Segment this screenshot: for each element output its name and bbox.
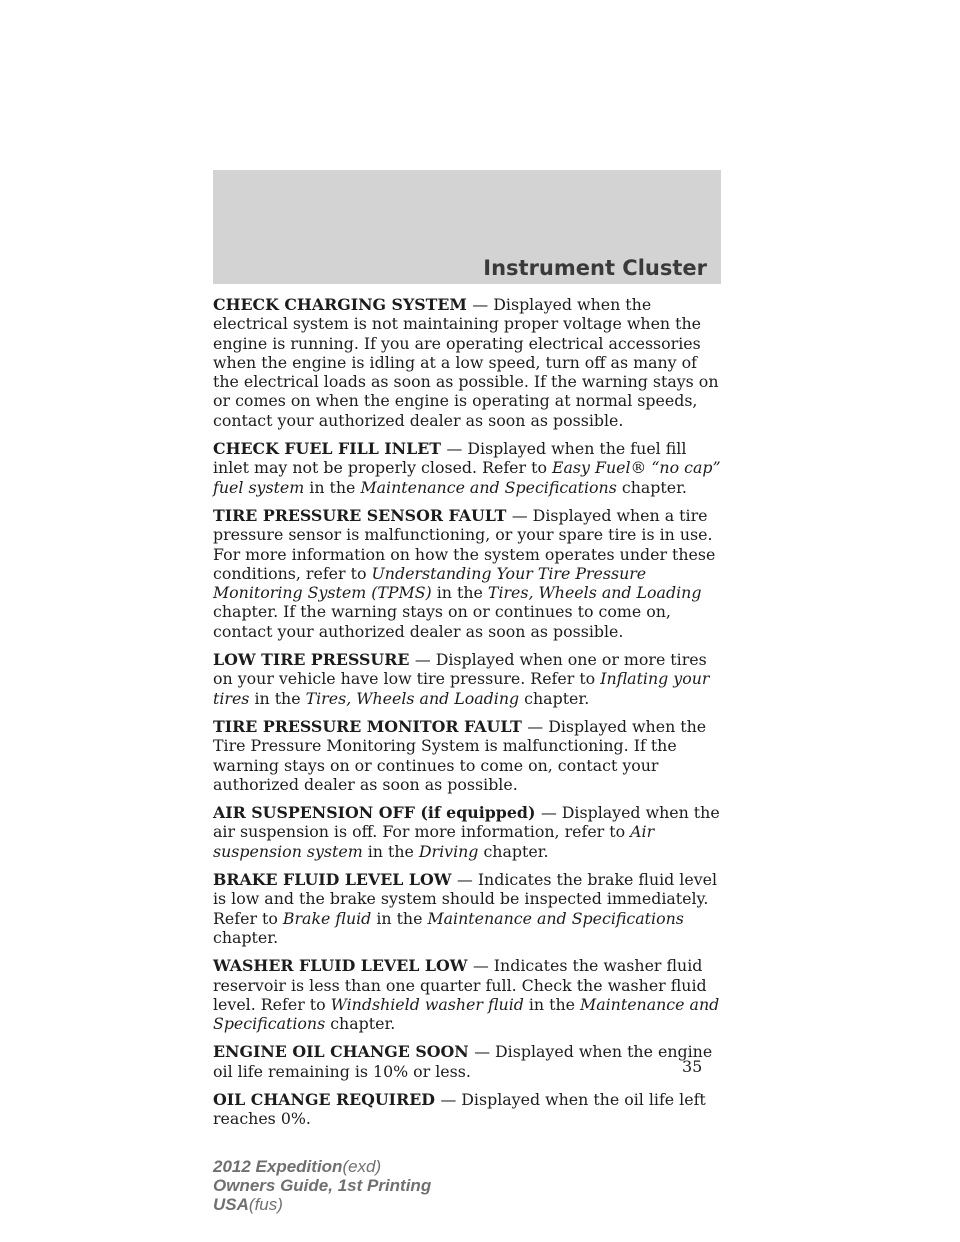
message-description: chapter. [213, 927, 279, 947]
cross-reference: Maintenance and Specifications [213, 994, 720, 1034]
message-description: — Displayed when the engine oil life remaining is 10% or less. [213, 1042, 713, 1081]
message-term: TIRE PRESSURE MONITOR FAULT [213, 716, 528, 736]
message-description: in the [304, 477, 361, 497]
message-term: BRAKE FLUID LEVEL LOW [213, 870, 457, 890]
footer-line-3 [213, 1195, 431, 1214]
message-description: — Displayed when the oil life left reaches 0%. [213, 1089, 706, 1129]
message-entry [213, 956, 723, 1033]
footer-model-code: (exd) [342, 1157, 382, 1176]
message-entry [213, 506, 723, 641]
cross-reference: Driving [418, 841, 479, 861]
cross-reference: Inflating your tires [213, 669, 710, 708]
footer [213, 1157, 431, 1214]
message-description: in the [362, 841, 419, 861]
message-entry [213, 295, 723, 430]
message-description: — Indicates the washer fluid reservoir is less than one quarter full. Check the washer fluid level. Refer to [213, 956, 707, 1014]
message-term: WASHER FLUID LEVEL LOW [213, 956, 473, 976]
message-description: — Displayed when one or more tires on your vehicle have low tire pressure. Refer to [213, 650, 707, 689]
footer-line-1 [213, 1157, 431, 1176]
message-description: — Displayed when a tire pressure sensor is malfunctioning, or your spare tire is in use. For more information on how the system operates under these conditions, refer to [213, 505, 716, 583]
message-entry [213, 439, 723, 497]
message-entry [213, 1090, 723, 1129]
message-description: chapter. [519, 688, 590, 708]
page-number: 35 [682, 1057, 703, 1076]
message-entry [213, 870, 723, 947]
message-description: — Displayed when the Tire Pressure Monitoring System is malfunctioning. If the warning stays on or continues to come on, contact your authorized dealer as soon as possible. [213, 716, 707, 794]
content-body [213, 295, 723, 1138]
message-description: — Displayed when the electrical system is not maintaining proper voltage when the engine is running. If you are operating electrical accessories when the engine is idling at a low speed, turn off as many of the electrical loads as soon as possible. If the warning stays on or comes on when the engine is operating at normal speeds, contact your authorized dealer as soon as possible. [213, 295, 719, 430]
message-entry [213, 1042, 723, 1081]
cross-reference: Maintenance and Specifications [427, 908, 684, 928]
message-term: ENGINE OIL CHANGE SOON [213, 1042, 475, 1062]
message-entry [213, 717, 723, 794]
message-term: CHECK FUEL FILL INLET [213, 439, 447, 459]
cross-reference: Understanding Your Tire Pressure Monitoring System (TPMS) [213, 563, 647, 603]
message-description: in the [523, 994, 581, 1014]
cross-reference: Air suspension system [213, 822, 655, 861]
message-term: AIR SUSPENSION OFF (if equipped) [213, 803, 541, 823]
message-term: LOW TIRE PRESSURE [213, 650, 415, 670]
footer-market: USA [213, 1195, 249, 1214]
message-term: OIL CHANGE REQUIRED [213, 1089, 441, 1109]
message-description: in the [431, 583, 488, 603]
section-title: Instrument Cluster [483, 256, 707, 280]
message-description: in the [249, 688, 306, 708]
message-description: — Displayed when the fuel fill inlet may not be properly closed. Refer to [213, 439, 687, 478]
cross-reference: Tires, Wheels and Loading [487, 583, 702, 603]
message-entry [213, 650, 723, 708]
cross-reference: Easy Fuel® “no cap” fuel system [213, 458, 721, 497]
cross-reference: Windshield washer fluid [330, 994, 524, 1014]
cross-reference: Maintenance and Specifications [360, 477, 617, 497]
message-description: — Indicates the brake fluid level is low and the brake system should be inspected immediately. Refer to [213, 870, 718, 928]
message-description: chapter. If the warning stays on or continues to come on, contact your authorized dealer as soon as possible. [213, 602, 671, 641]
cross-reference: Tires, Wheels and Loading [305, 688, 520, 708]
message-description: chapter. [478, 841, 549, 861]
message-description: chapter. [616, 477, 687, 497]
cross-reference: Brake fluid [282, 908, 372, 928]
message-description: — Displayed when the air suspension is off. For more information, refer to [213, 803, 720, 842]
footer-market-code: (fus) [248, 1195, 283, 1214]
message-term: CHECK CHARGING SYSTEM [213, 295, 473, 314]
footer-model: 2012 Expedition [213, 1157, 343, 1176]
message-description: chapter. [325, 1014, 396, 1034]
message-entry [213, 803, 723, 861]
message-description: in the [371, 908, 428, 928]
message-term: TIRE PRESSURE SENSOR FAULT [213, 505, 512, 525]
footer-line-2: Owners Guide, 1st Printing [213, 1176, 432, 1195]
